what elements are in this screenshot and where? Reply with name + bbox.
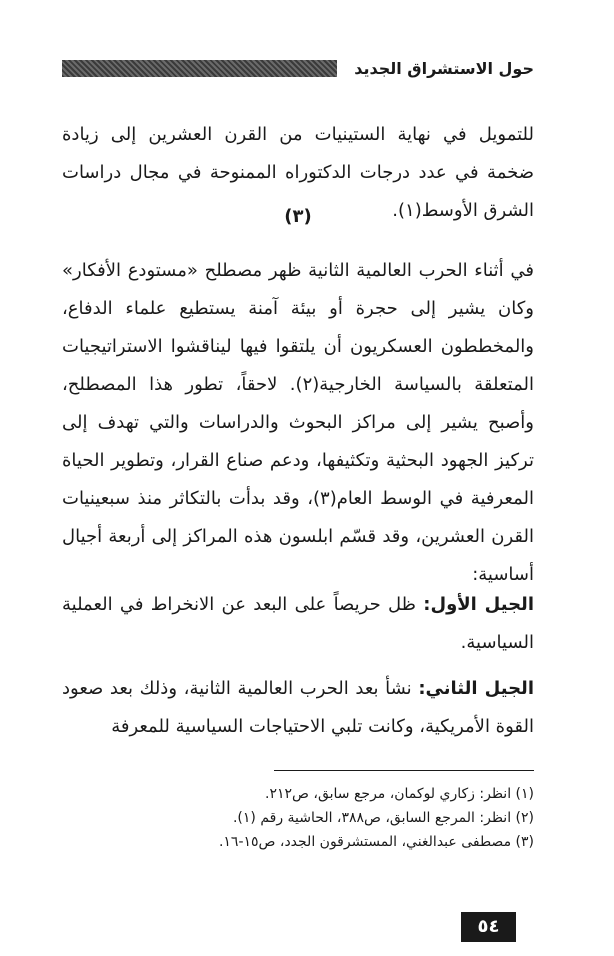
footnote-3: (٣) مصطفى عبدالغني، المستشرقون الجدد، ص١٥-١٦. bbox=[218, 834, 534, 850]
second-generation-text: نشأ بعد الحرب العالمية الثانية، وذلك بعد صعود القوة الأمريكية، وكانت تلبي الاحتياجات السياسية للمعرفة bbox=[62, 678, 534, 737]
first-generation-label: الجيل الأول: bbox=[423, 594, 534, 615]
section-number: (٣) bbox=[284, 206, 312, 227]
paragraph-4 bbox=[62, 670, 534, 746]
header-title: حول الاستشراق الجديد bbox=[354, 59, 534, 78]
footnote-2: (٢) انظر: المرجع السابق، ص٣٨٨، الحاشية رقم (١). bbox=[232, 810, 534, 826]
paragraph-2: في أثناء الحرب العالمية الثانية ظهر مصطلح «مستودع الأفكار» وكان يشير إلى حجرة أو بيئة آمنة يستطيع علماء الدفاع، والمخططون العسكريون أن يلتقوا فيها ليناقشوا الاستراتيجيات المتعلقة بالسياسة الخارجية(٢). لاحقاً، تطور هذا المصطلح، وأصبح يشير إلى مراكز البحوث والدراسات والتي تهدف إلى تركيز الجهود البحثية وتكثيفها، ودعم صناع القرار، وتطوير الحياة المعرفية في الوسط العام(٣)، وقد بدأت بالتكاثر منذ سبعينيات القرن العشرين، وقد قسّم ابلسون هذه المراكز إلى أربعة أجيال أساسية: bbox=[62, 260, 534, 585]
footnote-divider bbox=[274, 770, 534, 771]
footnote-1: (١) انظر: زكاري لوكمان، مرجع سابق، ص٢١٢. bbox=[265, 786, 534, 802]
paragraph-3 bbox=[62, 586, 534, 662]
page-number: ٥٤ bbox=[461, 912, 516, 942]
first-generation-text: ظل حريصاً على البعد عن الانخراط في العملية السياسية. bbox=[62, 594, 534, 653]
footnotes bbox=[62, 782, 534, 854]
second-generation-label: الجيل الثاني: bbox=[418, 678, 534, 699]
paragraph-1: للتمويل في نهاية الستينيات من القرن العشرين إلى زيادة ضخمة في عدد درجات الدكتوراه الممنوحة في مجال دراسات الشرق الأوسط(١). bbox=[62, 124, 534, 221]
running-header bbox=[62, 56, 534, 82]
header-decorative-bar bbox=[62, 60, 337, 77]
